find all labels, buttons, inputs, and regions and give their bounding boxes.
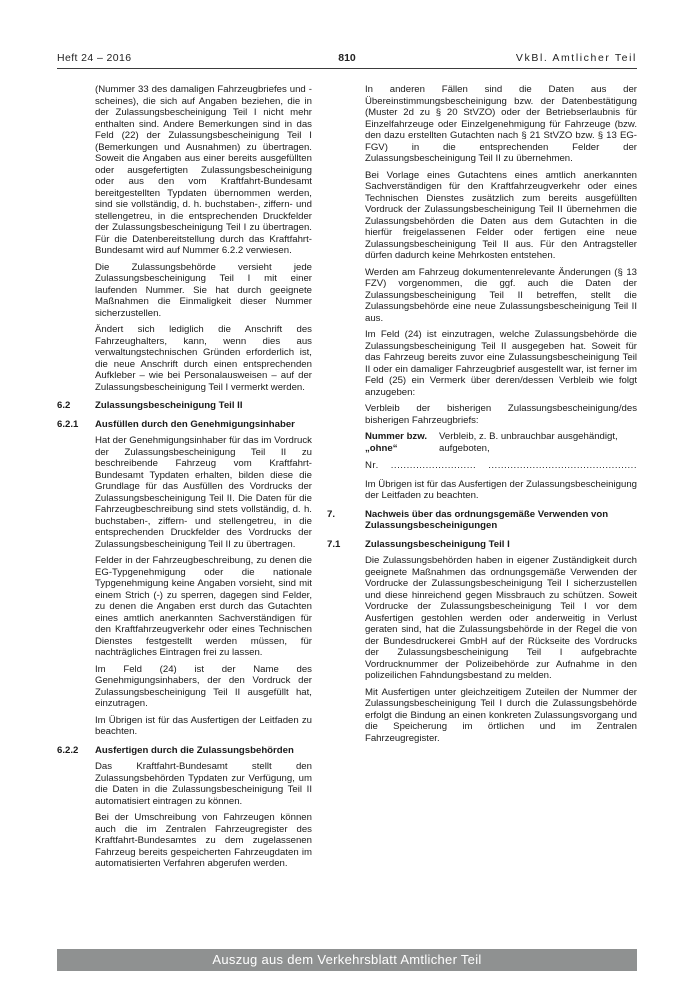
section-heading-6-2-2 <box>57 744 312 757</box>
paragraph: Felder in der Fahrzeugbeschreibung, zu denen die EG-Typgenehmigung oder die nationale Typgenehmigung keine Angaben vorsieht, sind mit einem Strich (-) zu sperren, dagegen sind Felder, zu denen die Angaben erst durch das Gutachten eines amtlich anerkannten Sachverständigen für den Kraftfahrzeugverkehr oder eines Technischen Dienstes festgestellt werden müssen, für nachträgliches Eintragen frei zu lassen. <box>95 555 312 658</box>
section-title: Zulassungsbescheinigung Teil II <box>95 400 243 411</box>
section-heading-6-2 <box>57 400 312 412</box>
paragraph: Werden am Fahrzeug dokumentenrelevante Änderungen (§ 13 FZV) vorgenommen, die ggf. auch die Daten der Zulassungsbescheinigung Teil II betreffen, stellt die Zulassungsbehörde eine neue Zulassungsbescheinigung Teil II aus. <box>364 266 637 324</box>
section-title: Ausfüllen durch den Genehmigungsinhaber <box>95 418 295 430</box>
paragraph: Im Feld (24) ist der Name des Genehmigungsinhabers, der den Vordruck der Zulassungsbescheinigung Teil II ausgefüllt hat, einzutragen. <box>95 663 312 709</box>
section-number: 6.2.1 <box>57 418 79 430</box>
paragraph: Die Zulassungsbehörde versieht jede Zulassungsbescheinigung Teil I mit einer laufenden Nummer. Sie hat durch geeignete Maßnahmen die Einmaligkeit dieser Nummer sicherzustellen. <box>95 261 312 319</box>
paragraph: Im Feld (24) ist einzutragen, welche Zulassungsbehörde die Zulassungsbescheinigung Teil II ausgegeben hat. Soweit für das Fahrzeug bereits zuvor eine Zulassungsbescheinigung Teil II oder ein damaliger Fahrzeugbrief ausgestellt war, ist ferner im Feld (25) ein Vermerk über deren/dessen Verbleib wie folgt anzugeben: <box>364 329 637 398</box>
verbleib-table-verbleib-label: Verbleib, z. B. unbrauchbar ausgehändigt, aufgeboten, <box>438 431 618 454</box>
dotted-blank-right: ............................................... <box>488 460 637 471</box>
paragraph: Hat der Genehmigungsinhaber für das im Vordruck der Zulassungsbescheinigung Teil II zu beschreibende Fahrzeug vom Kraftfahrt-Bundesamt Typdaten erhalten, bilden diese die Grundlage für das Ausfüllen des Vordrucks der Zulassungsbescheinigung Teil II. Die Daten für die Fahrzeugbeschreibung sind stets vollständig, d. h. buchstaben-, ziffern- und stellengetreu, in die entsprechenden Druckfelder des Vordrucks der Zulassungsbescheinigung Teil II zu übertragen. <box>95 435 312 550</box>
nr-label: Nr. <box>364 460 379 471</box>
section-title: Nachweis über das ordnungsgemäße Verwenden von Zulassungsbescheinigungen <box>364 508 609 531</box>
verbleib-table-number-label: Nummer bzw. „ohne“ <box>364 431 427 454</box>
section-heading-7-1 <box>326 538 637 551</box>
paragraph: Das Kraftfahrt-Bundesamt stellt den Zulassungsbehörden Typdaten zur Verfügung, um die Daten in die Zulassungsbescheinigung Teil II automatisiert eintragen zu können. <box>95 761 312 807</box>
page-number: 810 <box>338 52 356 64</box>
section-title: Zulassungsbescheinigung Teil I <box>364 538 510 550</box>
paragraph: Die Zulassungsbehörden haben in eigener Zuständigkeit durch geeignete Maßnahmen das ordnungsgemäße Verwenden der Vordrucke der Zulassungsbescheinigung Teil I sicherzustellen und diese hinreichend gegen Missbrauch zu schützen. Soweit Vordrucke der Zulassungsbescheinigung Teil I vor dem Ausfertigen gestohlen werden oder anderweitig in Verlust geraten sind, hat die Zulassungsbehörde in der Regel die von der Bundesdruckerei GmbH auf der Rückseite des Vordrucks der Zulassungsbescheinigung Teil I aufgebrachte Vordrucknummer der Polizeibehörde zur Aufnahme in den polizeilichen Fahndungsbestand zu melden. <box>364 555 637 681</box>
section-number: 7. <box>326 508 335 520</box>
page-header <box>57 52 637 64</box>
section-number: 7.1 <box>326 538 341 550</box>
section-heading-6-2-1 <box>57 418 312 431</box>
section-title: Ausfertigen durch die Zulassungsbehörden <box>95 744 294 756</box>
section-number: 6.2.2 <box>57 744 79 756</box>
paragraph: Bei der Umschreibung von Fahrzeugen können auch die im Zentralen Fahrzeugregister des Kraftfahrt-Bundesamtes zu dem zugelassenen Fahrzeug bereits gespeicherten Fahrzeugdaten im automatisierten Verfahren abgerufen werden. <box>95 812 312 869</box>
footer-banner <box>57 949 637 971</box>
paragraph: (Nummer 33 des damaligen Fahrzeugbriefes und -scheines), die sich auf Angaben beziehen, die in der Zulassungsbescheinigung Teil I nicht mehr enthalten sind. Andere Bemerkungen sind in das Feld (22) der Zulassungsbescheinigung Teil I (Bemerkungen und Ausnahmen) zu übertragen. Soweit die Angaben aus einer bereits ausgefüllten oder ausgefertigten Zulassungsbescheinigung oder aus den vom Kraftfahrt-Bundesamt bereitgestellten Typdaten übernommen werden, sind sie vollständig, d. h. buchstaben-, ziffern- und stellengetreu, in die entsprechenden Druckfelder der Zulassungsbescheinigung Teil I zu übertragen. Für die Datenbereitstellung durch das Kraftfahrt-Bundesamt wird auf Nummer 6.2.2 verwiesen. <box>95 84 312 256</box>
nr-fill-in-line <box>365 460 637 472</box>
header-divider <box>57 68 637 69</box>
paragraph: Ändert sich lediglich die Anschrift des Fahrzeughalters, kann, wenn dies aus verwaltungstechnischen Gründen erforderlich ist, die neue Anschrift durch einen entsprechenden Aufkleber – wie bei Personalausweisen – auf der Zulassungsbescheinigung Teil I vermerkt werden. <box>95 324 312 393</box>
paragraph: Verbleib der bisherigen Zulassungsbescheinigung/des bisherigen Fahrzeugbriefs: <box>364 403 637 426</box>
paragraph: In anderen Fällen sind die Daten aus der Übereinstimmungsbescheinigung bzw. der Datenbestätigung (Muster 2d zu § 20 StVZO) oder der Betriebserlaubnis für Einzelfahrzeuge oder Einzelgenehmigung für Fahrzeuge (bzw. den dazu erstellten Gutachten nach § 21 StVZO bzw. § 13 EG-FGV) in die entsprechenden Felder der Zulassungsbescheinigung Teil II zu übernehmen. <box>364 84 637 164</box>
paragraph: Im Übrigen ist für das Ausfertigen der Zulassungsbescheinigung der Leitfaden zu beachten. <box>364 478 637 501</box>
two-column-body <box>57 84 637 875</box>
paragraph: Mit Ausfertigen unter gleichzeitigem Zuteilen der Nummer der Zulassungsbescheinigung Teil I durch die Zulassungsbehörde erfolgt die Bindung an einen konkreten Zulassungsvorgang und die Speicherung im örtlichen und im Zentralen Fahrzeugregister. <box>364 686 637 744</box>
dotted-blank-left: ........................... <box>390 460 477 471</box>
right-column <box>327 84 637 875</box>
paragraph: Bei Vorlage eines Gutachtens eines amtlich anerkannten Sachverständigen für den Kraftfahrzeugverkehr oder eines Technischen Dienstes zusätzlich zum bereits ausgefüllten Vordruck der Zulassungsbescheinigung Teil II übernehmen die Zulassungsbehörden die Daten aus dem Gutachten in die hierfür freigelassenen Felder oder fertigen eine neue Zulassungsbescheinigung Teil II aus. Für den Antragsteller dürfen dadurch keine Mehrkosten entstehen. <box>364 169 637 261</box>
journal-title: VkBl. Amtlicher Teil <box>515 52 637 64</box>
footer-banner-text: Auszug aus dem Verkehrsblatt Amtlicher Teil <box>212 952 482 967</box>
section-heading-7 <box>326 508 637 532</box>
verbleib-table <box>365 431 637 454</box>
left-column <box>57 84 312 875</box>
section-number: 6.2 <box>57 400 71 411</box>
paragraph: Im Übrigen ist für das Ausfertigen der Leitfaden zu beachten. <box>95 714 312 737</box>
issue-label: Heft 24 – 2016 <box>57 52 132 64</box>
